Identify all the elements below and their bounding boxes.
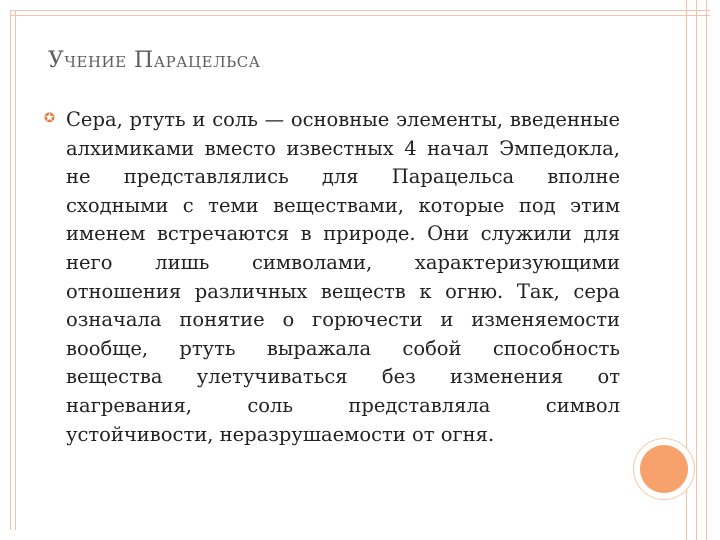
frame-left-border: [10, 10, 16, 530]
frame-right-line: [706, 0, 707, 540]
frame-top-border: [10, 10, 710, 16]
slide-title: [48, 48, 261, 73]
bullet-item: [44, 106, 620, 449]
accent-circle: [640, 445, 688, 493]
bullet-list: [44, 106, 620, 449]
slide-title-text: Учение Парацельса: [48, 48, 261, 73]
frame-right-line: [696, 0, 697, 540]
bullet-text: Сера, ртуть и соль — основные элементы, введенные алхимиками вместо известных 4 начал Эмпедокла, не представлялись для Парацельса вполне сходными с теми веществами, которые под этим именем встречаются в природе. Они служили для него лишь символами, характеризующими отношения различных веществ к огню. Так, сера означала понятие о горючести и изменяемости вообще, ртуть выражала собой способность вещества улетучиваться без изменения от нагревания, соль представляла символ устойчивости, неразрушаемости от огня.: [66, 108, 620, 446]
sun-bullet-icon: ✪: [44, 111, 55, 126]
